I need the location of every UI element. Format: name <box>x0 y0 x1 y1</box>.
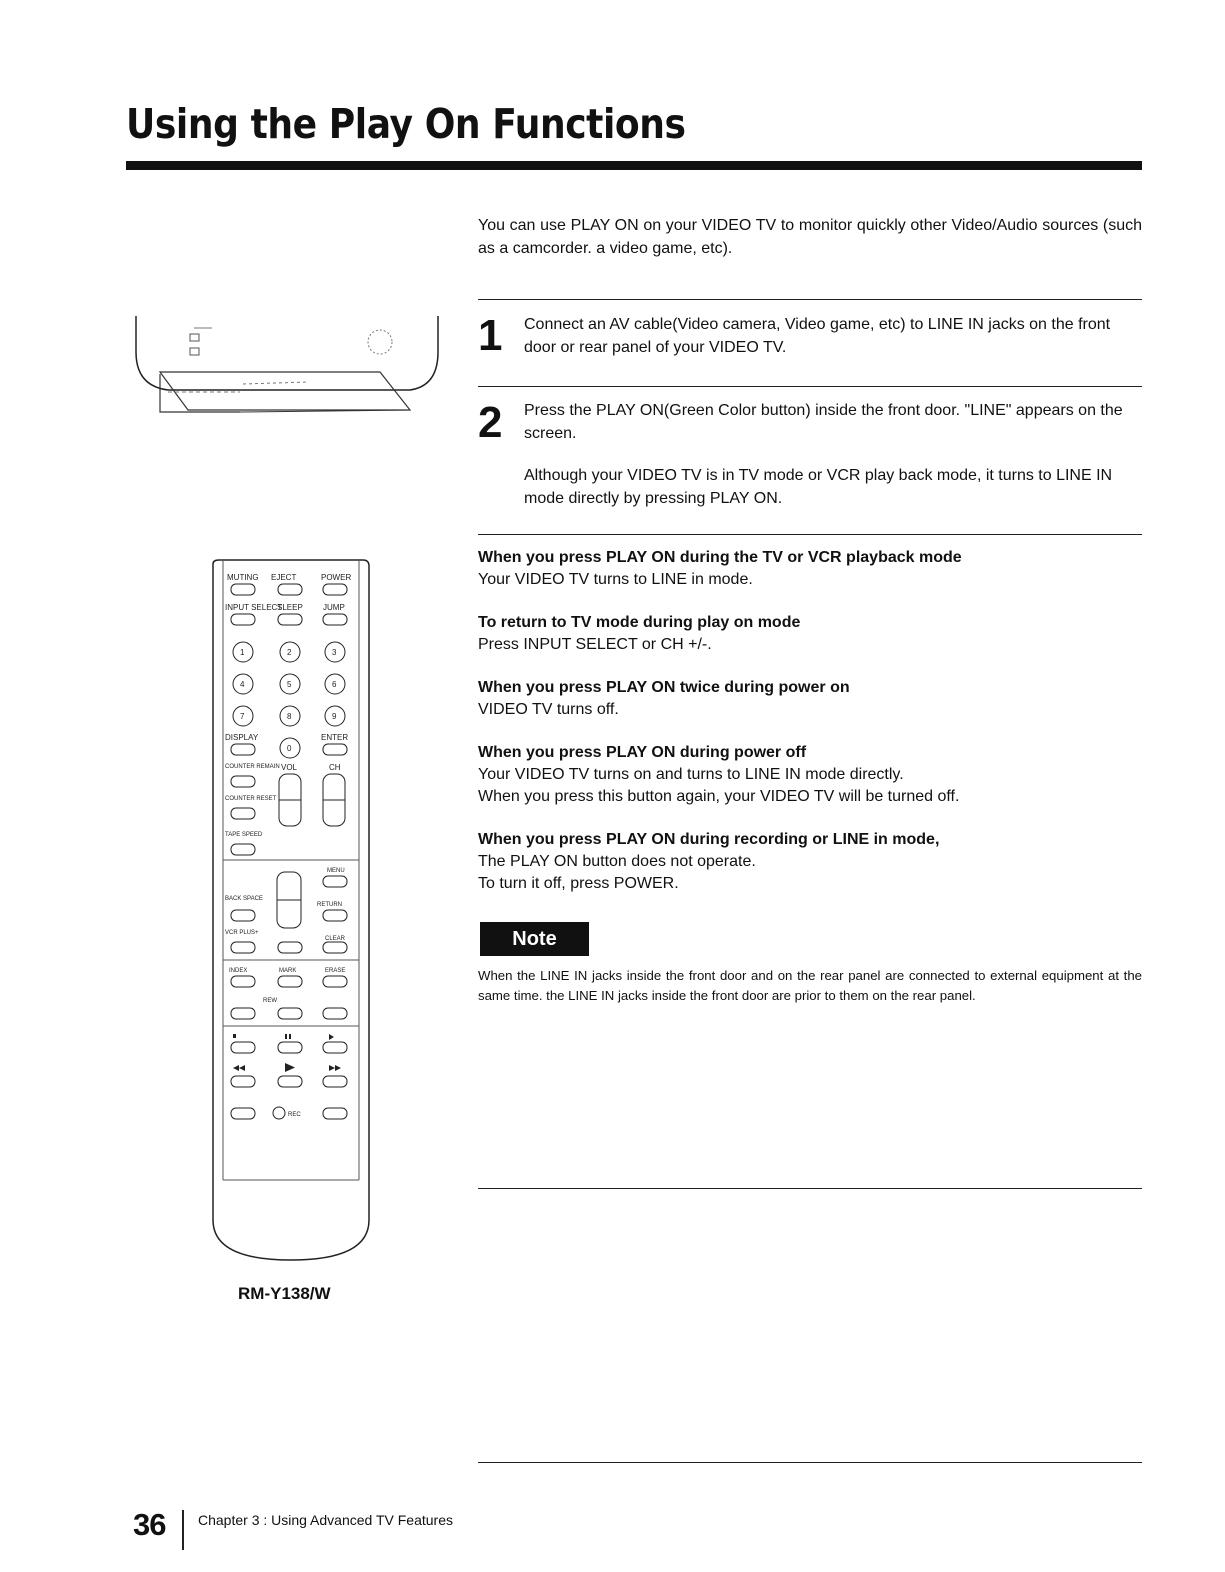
remote-label-vol: VOL <box>281 763 298 772</box>
remote-digit: 7 <box>240 712 245 721</box>
remote-label-enter: ENTER <box>321 733 349 742</box>
remote-label-counter-remain: COUNTER REMAIN <box>225 764 280 770</box>
remote-label-return: RETURN <box>317 902 342 908</box>
section-line: Your VIDEO TV turns on and turns to LINE IN mode directly. <box>478 766 904 783</box>
page-number: 36 <box>133 1507 166 1542</box>
section-line: The PLAY ON button does not operate. <box>478 853 756 870</box>
remote-label-index: INDEX <box>229 968 248 974</box>
remote-label-input-select: INPUT SELECT <box>225 603 283 612</box>
remote-label-jump: JUMP <box>323 603 345 612</box>
remote-label-rec: REC <box>288 1112 301 1118</box>
footer-rule <box>478 1462 1142 1463</box>
step-1-number: 1 <box>478 311 503 360</box>
remote-label-erase: ERASE <box>325 968 346 974</box>
section-line: To turn it off, press POWER. <box>478 875 679 892</box>
note-badge: Note <box>480 922 589 956</box>
remote-label-eject: EJECT <box>271 573 297 582</box>
remote-label-sleep: SLEEP <box>277 603 303 612</box>
remote-label-power: POWER <box>321 573 352 582</box>
remote-control-illustration <box>205 560 375 1290</box>
intro-text: You can use PLAY ON on your VIDEO TV to monitor quickly other Video/Audio sources (such as a camcorder. a video game, etc). <box>478 217 1142 257</box>
chapter-label: Chapter 3 : Using Advanced TV Features <box>198 1512 453 1528</box>
step-2-number: 2 <box>478 398 503 447</box>
section-line: Your VIDEO TV turns to LINE in mode. <box>478 571 753 588</box>
step-2-text: Press the PLAY ON(Green Color button) inside the front door. "LINE" appears on the screen. <box>524 402 1123 442</box>
remote-label-clear: CLEAR <box>325 936 346 942</box>
remote-digit: 2 <box>287 648 292 657</box>
remote-digit: 6 <box>332 680 337 689</box>
remote-label-counter-reset: COUNTER RESET <box>225 796 277 802</box>
section-divider <box>478 386 1142 387</box>
section-heading: To return to TV mode during play on mode <box>478 614 801 631</box>
remote-label-muting: MUTING <box>227 573 259 582</box>
remote-label-vcr-plus: VCR PLUS+ <box>225 930 259 936</box>
page-title: Using the Play On Functions <box>126 100 686 148</box>
section-line: Press INPUT SELECT or CH +/-. <box>478 636 712 653</box>
remote-label-rew: REW <box>263 998 277 1004</box>
remote-label-back-space: BACK SPACE <box>225 896 263 902</box>
section-line: When you press this button again, your VIDEO TV will be turned off. <box>478 788 960 805</box>
section-divider <box>478 534 1142 535</box>
step-2-extra: Although your VIDEO TV is in TV mode or VCR play back mode, it turns to LINE IN mode directly by pressing PLAY ON. <box>524 467 1113 507</box>
note-text: When the LINE IN jacks inside the front door and on the rear panel are connected to external equipment at the same time. the LINE IN jacks inside the front door are prior to them on the rear panel. <box>478 968 1142 1003</box>
remote-label-tape-speed: TAPE SPEED <box>225 832 263 838</box>
section-heading: When you press PLAY ON during recording or LINE in mode, <box>478 831 940 848</box>
remote-label-ch: CH <box>329 763 341 772</box>
section-divider <box>478 299 1142 300</box>
footer-separator <box>182 1510 184 1550</box>
remote-digit: 3 <box>332 648 337 657</box>
remote-label-display: DISPLAY <box>225 733 259 742</box>
remote-digit: 5 <box>287 680 292 689</box>
tv-front-door-illustration <box>128 312 448 422</box>
section-heading: When you press PLAY ON twice during power on <box>478 679 850 696</box>
remote-label-mark: MARK <box>279 968 297 974</box>
remote-digit: 0 <box>287 744 292 753</box>
title-rule <box>126 161 1142 170</box>
step-1-text: Connect an AV cable(Video camera, Video game, etc) to LINE IN jacks on the front door or rear panel of your VIDEO TV. <box>524 316 1111 356</box>
remote-digit: 1 <box>240 648 245 657</box>
remote-digit: 9 <box>332 712 337 721</box>
remote-label-menu: MENU <box>327 868 345 874</box>
remote-digit: 4 <box>240 680 245 689</box>
section-line: VIDEO TV turns off. <box>478 701 619 718</box>
section-heading: When you press PLAY ON during power off <box>478 744 807 761</box>
section-heading: When you press PLAY ON during the TV or VCR playback mode <box>478 549 962 566</box>
remote-digit: 8 <box>287 712 292 721</box>
remote-model-label: RM-Y138/W <box>238 1284 331 1303</box>
section-divider <box>478 1188 1142 1189</box>
